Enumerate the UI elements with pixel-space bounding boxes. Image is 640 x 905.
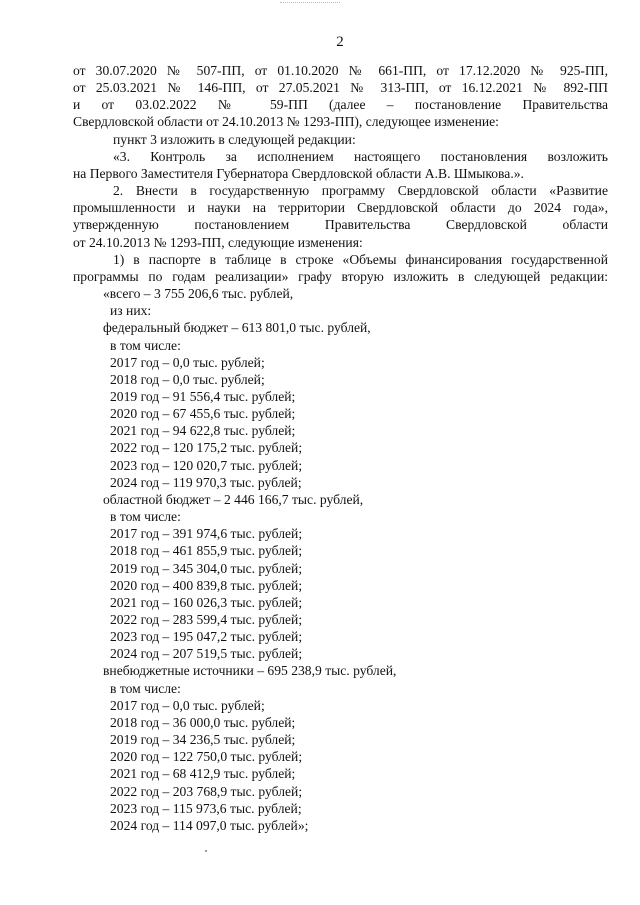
text-line: 2024 год – 207 519,5 тыс. рублей; — [110, 646, 303, 662]
text-line: областной бюджет – 2 446 166,7 тыс. рублей, — [103, 491, 364, 507]
text-line: 2017 год – 0,0 тыс. рублей; — [110, 697, 265, 713]
text-line: 2020 год – 122 750,0 тыс. рублей; — [110, 749, 303, 765]
text-line: внебюджетные источники – 695 238,9 тыс. рублей, — [103, 663, 397, 679]
text-line: и от 03.02.2022 № 59-ПП (далее – постановление Правительства — [73, 97, 608, 113]
scan-artifact — [280, 2, 340, 7]
text-line: промышленности и науки на территории Свердловской области до 2024 года», — [73, 200, 608, 216]
document-body — [73, 62, 608, 834]
text-line: Свердловской области от 24.10.2013 № 1293-ПП), следующее изменение: — [73, 114, 499, 130]
text-line: на Первого Заместителя Губернатора Свердловской области А.В. Шмыкова.». — [73, 165, 524, 181]
text-line: 2018 год – 461 855,9 тыс. рублей; — [110, 543, 303, 559]
text-line: 2018 год – 36 000,0 тыс. рублей; — [110, 714, 296, 730]
text-line: 2021 год – 68 412,9 тыс. рублей; — [110, 766, 296, 782]
text-line: 2020 год – 67 455,6 тыс. рублей; — [110, 406, 296, 422]
text-line: 2. Внести в государственную программу Свердловской области «Развитие — [113, 183, 608, 199]
text-line: 1) в паспорте в таблице в строке «Объемы финансирования государственной — [113, 251, 608, 267]
page-number: 2 — [336, 34, 344, 50]
text-line: 2019 год – 91 556,4 тыс. рублей; — [110, 388, 296, 404]
text-line: в том числе: — [110, 509, 181, 525]
text-line: 2022 год – 283 599,4 тыс. рублей; — [110, 612, 303, 627]
text-line: от 25.03.2021 № 146-ПП, от 27.05.2021 № 313-ПП, от 16.12.2021 № 892-ПП — [73, 80, 608, 96]
text-line: в том числе: — [110, 680, 181, 696]
text-line: 2023 год – 115 973,6 тыс. рублей; — [110, 800, 302, 816]
text-line: «3. Контроль за исполнением настоящего постановления возложить — [113, 148, 608, 164]
text-line: 2022 год – 120 175,2 тыс. рублей; — [110, 440, 303, 456]
scan-dot — [205, 850, 207, 852]
text-line: 2017 год – 391 974,6 тыс. рублей; — [110, 526, 303, 542]
text-line: 2020 год – 400 839,8 тыс. рублей; — [110, 577, 303, 593]
text-line: от 30.07.2020 № 507-ПП, от 01.10.2020 № 661-ПП, от 17.12.2020 № 925-ПП, — [73, 63, 608, 78]
text-line: пункт 3 изложить в следующей редакции: — [113, 131, 356, 147]
text-line: в том числе: — [110, 337, 181, 353]
text-line: 2024 год – 114 097,0 тыс. рублей»; — [110, 817, 309, 833]
text-line: 2019 год – 345 304,0 тыс. рублей; — [110, 560, 303, 576]
text-line: 2022 год – 203 768,9 тыс. рублей; — [110, 783, 303, 799]
text-line: из них: — [110, 303, 152, 319]
text-line: 2021 год – 94 622,8 тыс. рублей; — [110, 423, 296, 439]
text-line: программы по годам реализации» графу вторую изложить в следующей редакции: — [73, 268, 608, 284]
text-line: 2024 год – 119 970,3 тыс. рублей; — [110, 474, 302, 490]
text-line: 2018 год – 0,0 тыс. рублей; — [110, 371, 265, 387]
text-line: 2019 год – 34 236,5 тыс. рублей; — [110, 732, 296, 748]
text-line: федеральный бюджет – 613 801,0 тыс. рублей, — [103, 320, 371, 336]
text-line: 2023 год – 195 047,2 тыс. рублей; — [110, 629, 303, 645]
text-line: «всего – 3 755 206,6 тыс. рублей, — [103, 286, 294, 302]
text-line: от 24.10.2013 № 1293-ПП, следующие изменения: — [73, 234, 363, 250]
text-line: 2021 год – 160 026,3 тыс. рублей; — [110, 594, 303, 610]
text-line: 2023 год – 120 020,7 тыс. рублей; — [110, 457, 303, 473]
text-line: утвержденную постановлением Правительства Свердловской области — [73, 217, 608, 233]
text-line: 2017 год – 0,0 тыс. рублей; — [110, 354, 265, 370]
